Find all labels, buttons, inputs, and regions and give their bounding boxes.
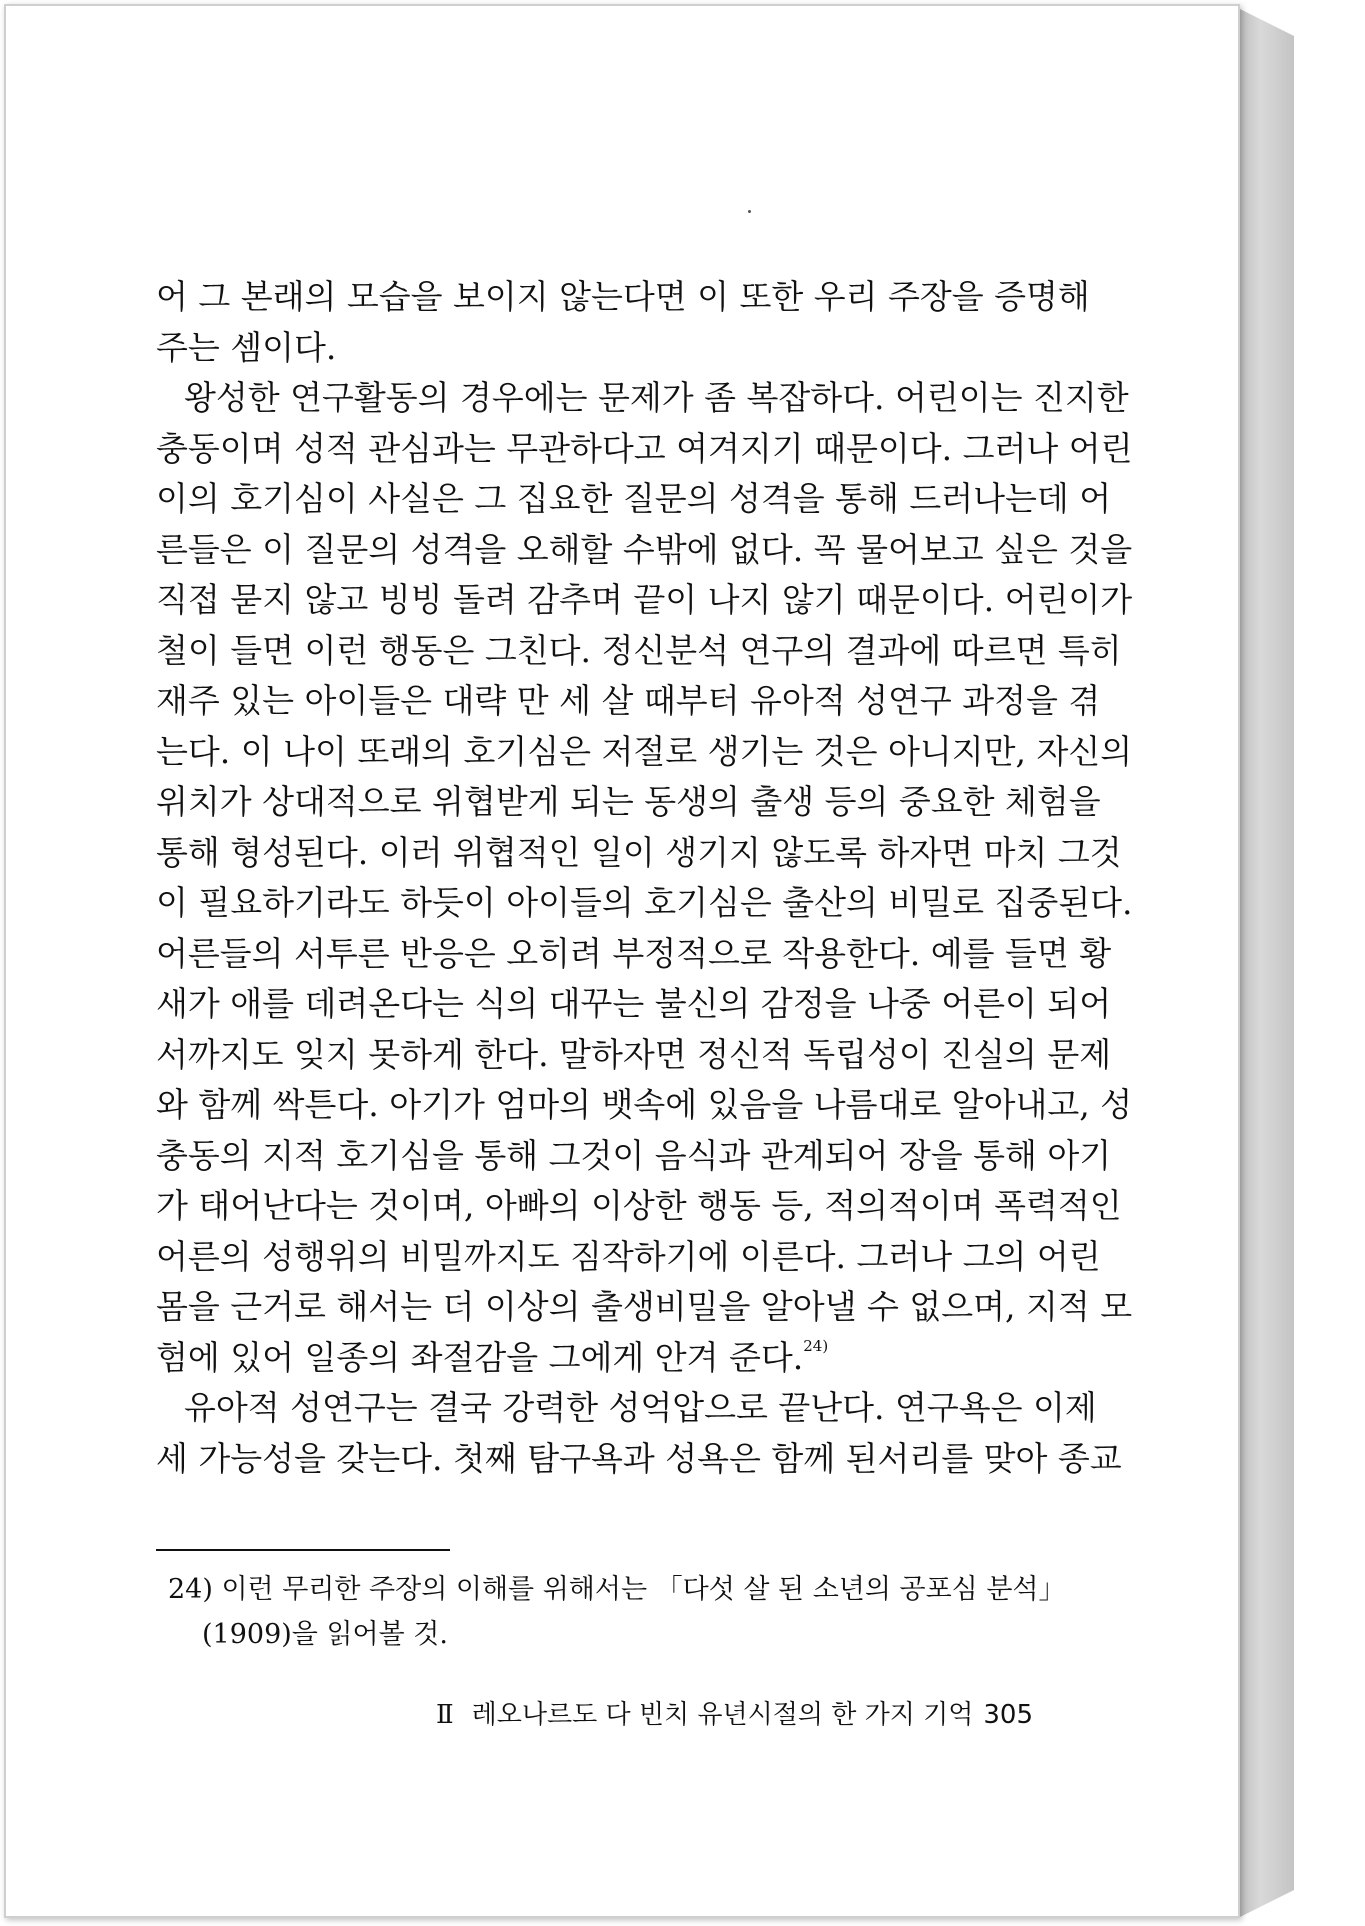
text-line: 충동의 지적 호기심을 통해 그것이 음식과 관계되어 장을 통해 아기 — [156, 1135, 1112, 1175]
page-edge — [1238, 8, 1294, 1918]
text-line: 철이 들면 이런 행동은 그친다. 정신분석 연구의 결과에 따르면 특히 — [156, 630, 1122, 670]
text-line: 이의 호기심이 사실은 그 집요한 질문의 성격을 통해 드러나는데 어 — [156, 479, 1112, 518]
text-line: 와 함께 싹튼다. 아기가 엄마의 뱃속에 있음을 나름대로 알아내고, 성 — [156, 1085, 1133, 1124]
text-line: 어른들의 서투른 반응은 오히려 부정적으로 작용한다. 예를 들면 황 — [156, 933, 1112, 973]
text-line: 충동이며 성적 관심과는 무관하다고 여겨지기 때문이다. 그러나 어린 — [156, 428, 1133, 468]
text-line: 재주 있는 아이들은 대략 만 세 살 때부터 유아적 성연구 과정을 겪 — [156, 681, 1101, 720]
text-line: 왕성한 연구활동의 경우에는 문제가 좀 복잡하다. 어린이는 진지한 — [184, 378, 1129, 417]
chapter-title: 레오나르도 다 빈치 유년시절의 한 가지 기억 — [471, 1700, 974, 1730]
text-line: 유아적 성연구는 결국 강력한 성억압으로 끝난다. 연구욕은 이제 — [184, 1388, 1097, 1427]
text-line: 험에 있어 일종의 좌절감을 그에게 안겨 준다. — [156, 1337, 804, 1377]
body-text — [156, 272, 1133, 1484]
footnote — [168, 1567, 1066, 1657]
running-footer — [436, 1697, 1033, 1733]
text-line: 주는 셈이다. — [156, 327, 337, 367]
text-line: 서까지도 잊지 못하게 한다. 말하자면 정신적 독립성이 진실의 문제 — [156, 1034, 1112, 1074]
text-line: 가 태어난다는 것이며, 아빠의 이상한 행동 등, 적의적이며 폭력적인 — [156, 1186, 1122, 1225]
text-line-with-footnote — [156, 1333, 1044, 1384]
text-line: 위치가 상대적으로 위협받게 되는 동생의 출생 등의 중요한 체험을 — [156, 782, 1101, 821]
print-speck — [748, 210, 751, 213]
text-line: 세 가능성을 갖는다. 첫째 탐구욕과 성욕은 함께 된서리를 맞아 종교 — [156, 1438, 1122, 1478]
text-line: 통해 형성된다. 이러 위협적인 일이 생기지 않도록 하자면 마치 그것 — [156, 832, 1122, 872]
text-line: 어른의 성행위의 비밀까지도 짐작하기에 이른다. 그러나 그의 어린 — [156, 1236, 1101, 1276]
text-line: 이 필요하기라도 하듯이 아이들의 호기심은 출산의 비밀로 집중된다. — [156, 883, 1133, 922]
text-line: 몸을 근거로 해서는 더 이상의 출생비밀을 알아낼 수 없으며, 지적 모 — [156, 1287, 1133, 1326]
footnote-line: (1909)을 읽어볼 것. — [202, 1619, 448, 1650]
text-line: 직접 묻지 않고 빙빙 돌려 감추며 끝이 나지 않기 때문이다. 어린이가 — [156, 580, 1133, 619]
footnote-marker: 24) — [803, 1336, 829, 1355]
footnote-rule — [156, 1549, 450, 1551]
part-numeral: Ⅱ — [436, 1700, 454, 1730]
text-line: 새가 애를 데려온다는 식의 대꾸는 불신의 감정을 나중 어른이 되어 — [156, 984, 1112, 1023]
footnote-line: 24) 이런 무리한 주장의 이해를 위해서는 「다섯 살 된 소년의 공포심 분석」 — [168, 1574, 1066, 1605]
text-line: 른들은 이 질문의 성격을 오해할 수밖에 없다. 꼭 물어보고 싶은 것을 — [156, 529, 1133, 569]
page-number: 305 — [983, 1700, 1033, 1730]
text-line: 어 그 본래의 모습을 보이지 않는다면 이 또한 우리 주장을 증명해 — [156, 277, 1090, 316]
text-line: 는다. 이 나이 또래의 호기심은 저절로 생기는 것은 아니지만, 자신의 — [156, 731, 1133, 771]
